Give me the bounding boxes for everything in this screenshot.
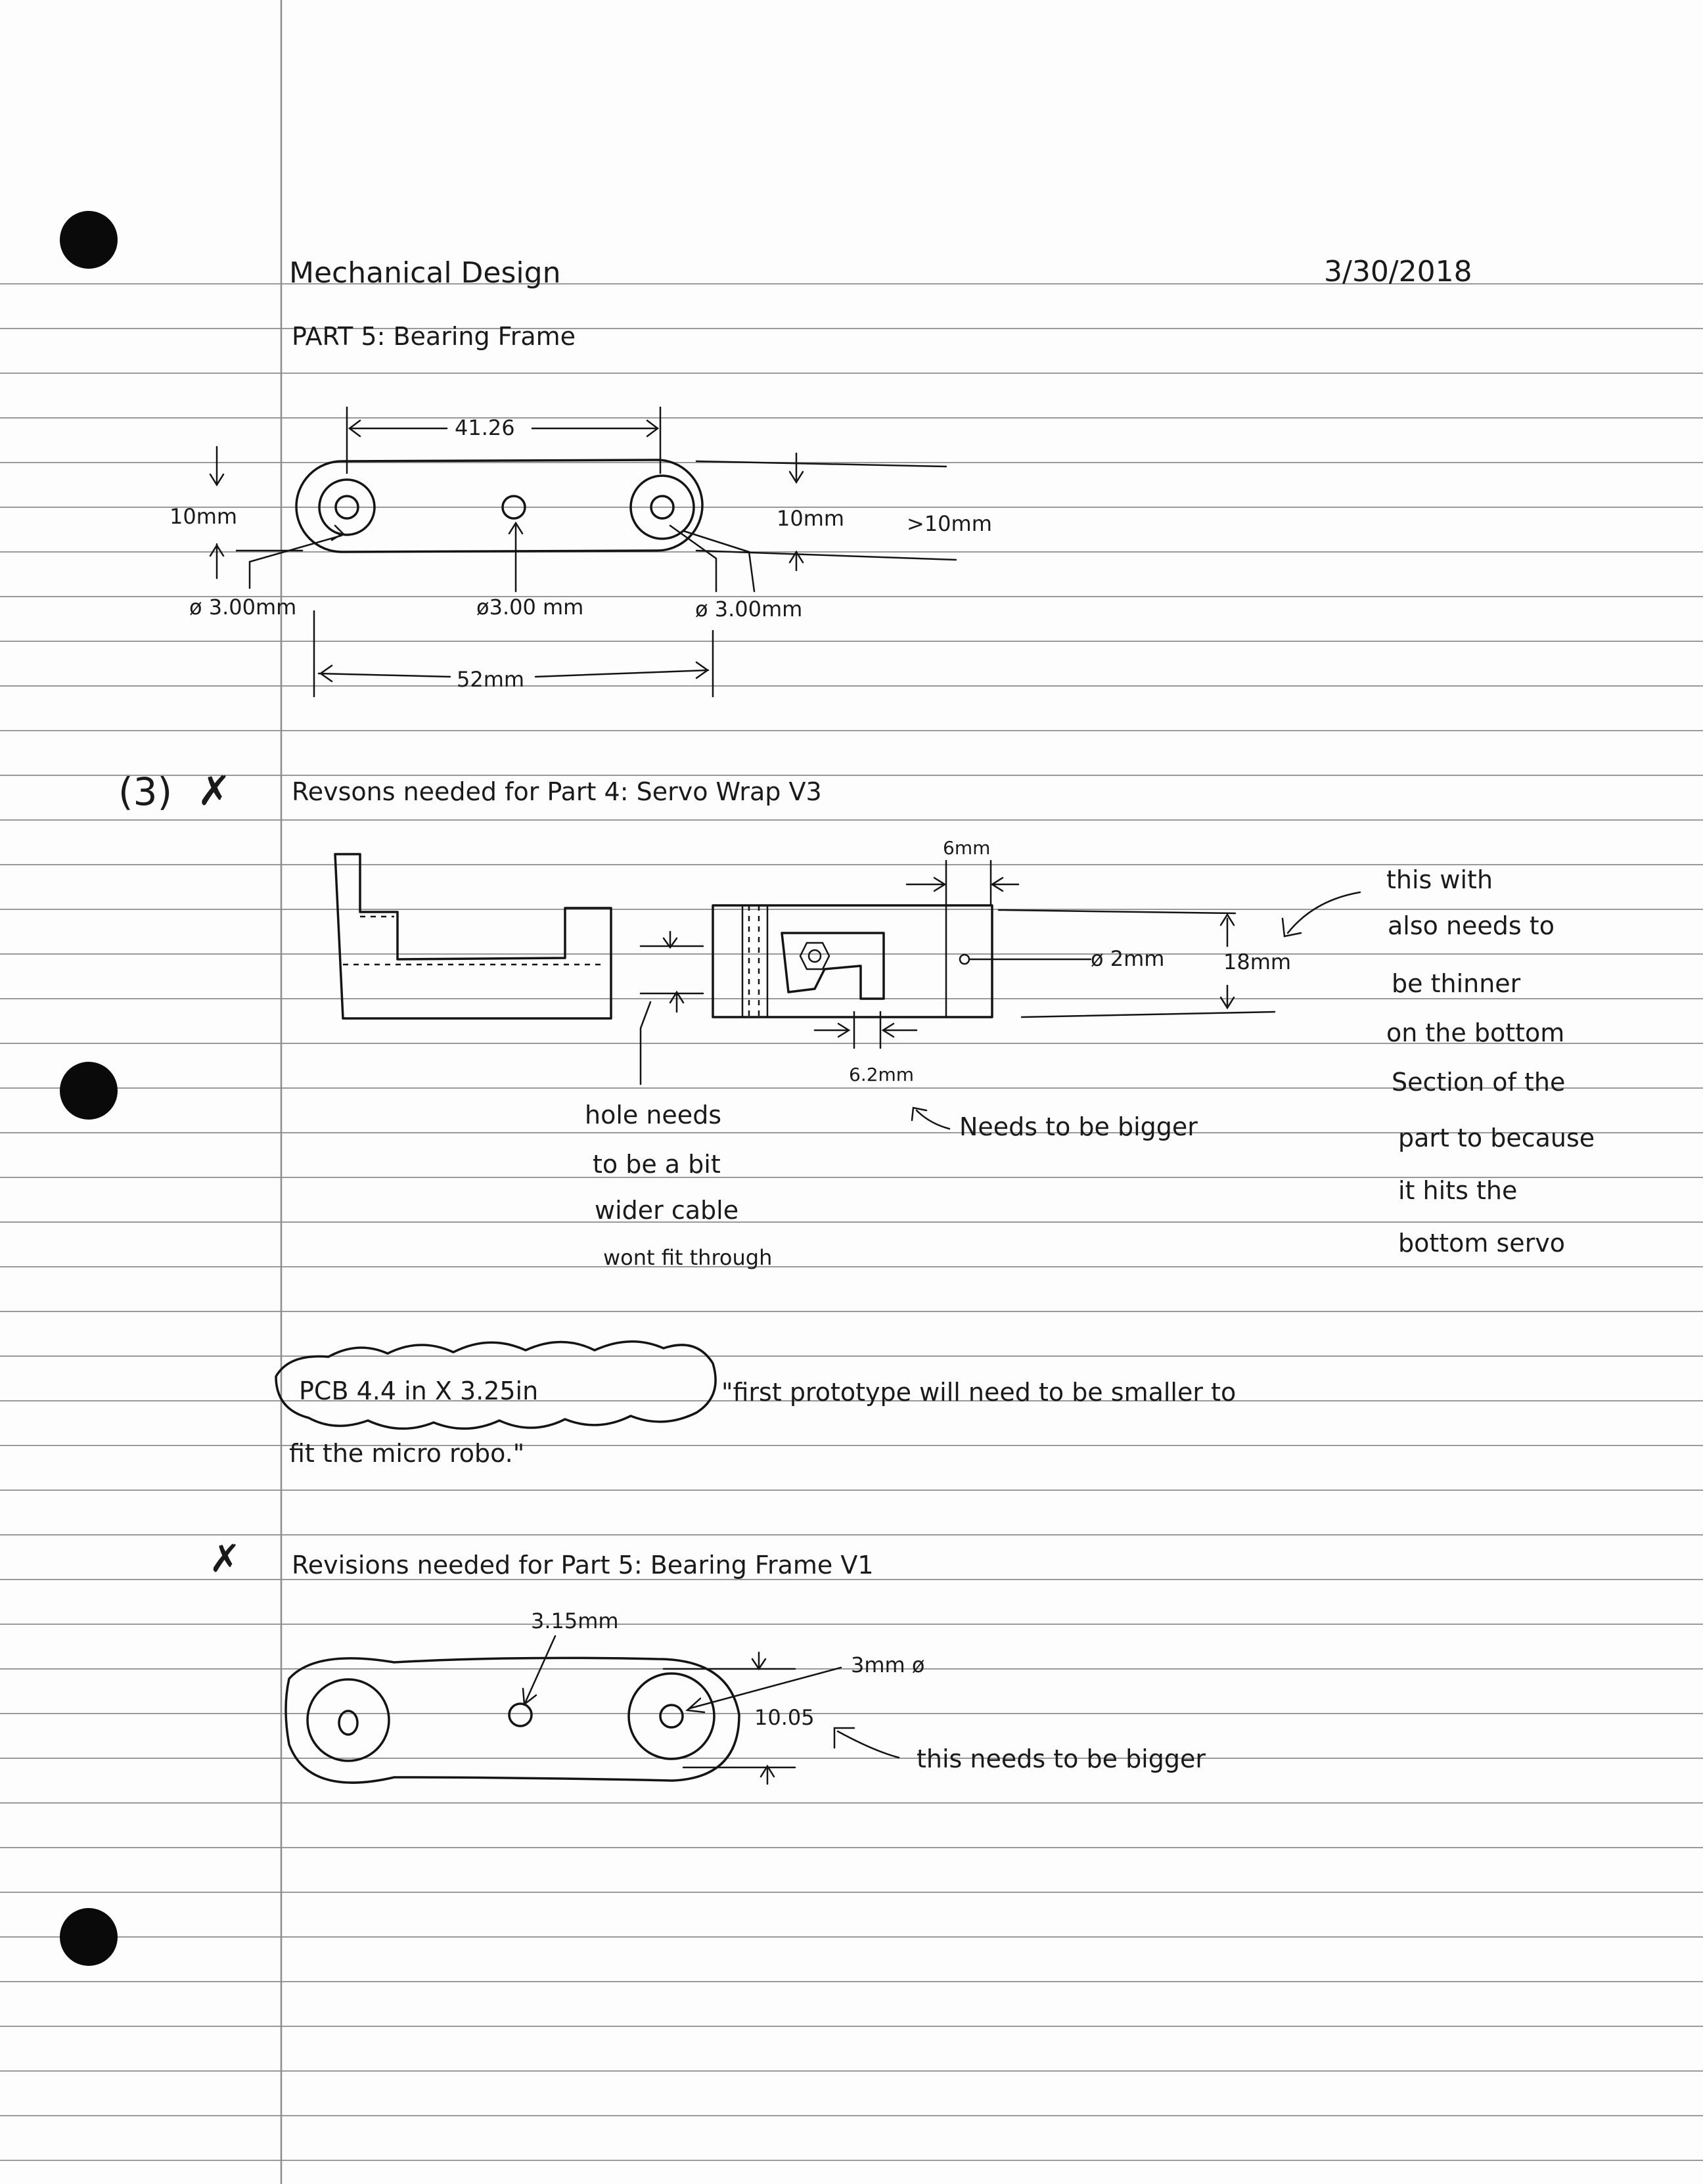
pcb-quote-line1: "first prototype will need to be smaller to — [721, 1378, 1237, 1407]
note-bigger: Needs to be bigger — [959, 1112, 1198, 1141]
hole-mid-label: ø3.00 mm — [476, 595, 584, 620]
dim-top-label: 41.26 — [455, 415, 515, 440]
dim-left-label: 10mm — [170, 504, 238, 529]
revisions-star: ✗ — [209, 1536, 241, 1581]
page-date: 3/30/2018 — [1324, 255, 1472, 288]
note-right-line5: Section of the — [1392, 1068, 1566, 1097]
servo-wrap-sketch — [335, 837, 1360, 1129]
dim-far-right-label: >10mm — [907, 511, 992, 536]
hole-right-label: ø 3.00mm — [695, 597, 803, 622]
dim-1005-label: 10.05 — [754, 1705, 815, 1730]
section3-star: ✗ — [197, 767, 231, 815]
dim-3mm-label: 3mm ø — [851, 1652, 925, 1677]
note-right-line3: be thinner — [1392, 969, 1521, 998]
dim-18mm-label: 18mm — [1223, 949, 1292, 974]
note-right-line6: part to because — [1398, 1124, 1595, 1152]
note-right-line4: on the bottom — [1386, 1018, 1565, 1047]
note-right-line2: also needs to — [1388, 911, 1555, 940]
hole-left-label: ø 3.00mm — [189, 595, 297, 620]
binder-hole — [60, 1062, 118, 1120]
binder-hole — [60, 211, 118, 269]
section3-heading: Revsons needed for Part 4: Servo Wrap V3 — [292, 777, 822, 806]
dim-2mm-label: ø 2mm — [1091, 946, 1165, 971]
note-hole-line3: wider cable — [595, 1196, 739, 1225]
note-right-line7: it hits the — [1398, 1176, 1518, 1205]
note-hole-line1: hole needs — [585, 1101, 722, 1129]
binder-hole — [60, 1908, 118, 1966]
revisions-note: this needs to be bigger — [917, 1744, 1206, 1773]
pcb-quote-line2: fit the micro robo." — [289, 1439, 525, 1468]
note-hole-line2: to be a bit — [593, 1150, 721, 1179]
part-heading: PART 5: Bearing Frame — [292, 322, 576, 351]
revisions-heading: Revisions needed for Part 5: Bearing Frame V1 — [292, 1551, 874, 1580]
bearing-frame-v1-sketch — [286, 1608, 924, 1784]
note-right-line8: bottom servo — [1398, 1229, 1566, 1258]
page-title: Mechanical Design — [289, 256, 561, 290]
dim-315-label: 3.15mm — [531, 1608, 619, 1633]
note-right-line1: this with — [1386, 865, 1493, 894]
pcb-box-text: PCB 4.4 in X 3.25in — [299, 1376, 539, 1405]
dim-62mm-label: 6.2mm — [849, 1064, 915, 1085]
ruled-lines — [0, 284, 1703, 2160]
note-hole-line4: wont fit through — [603, 1245, 773, 1270]
section-number: (3) — [118, 769, 173, 814]
dim-bottom-label: 52mm — [457, 667, 525, 692]
dim-6mm-label: 6mm — [943, 837, 991, 859]
dim-right-label: 10mm — [777, 506, 845, 531]
